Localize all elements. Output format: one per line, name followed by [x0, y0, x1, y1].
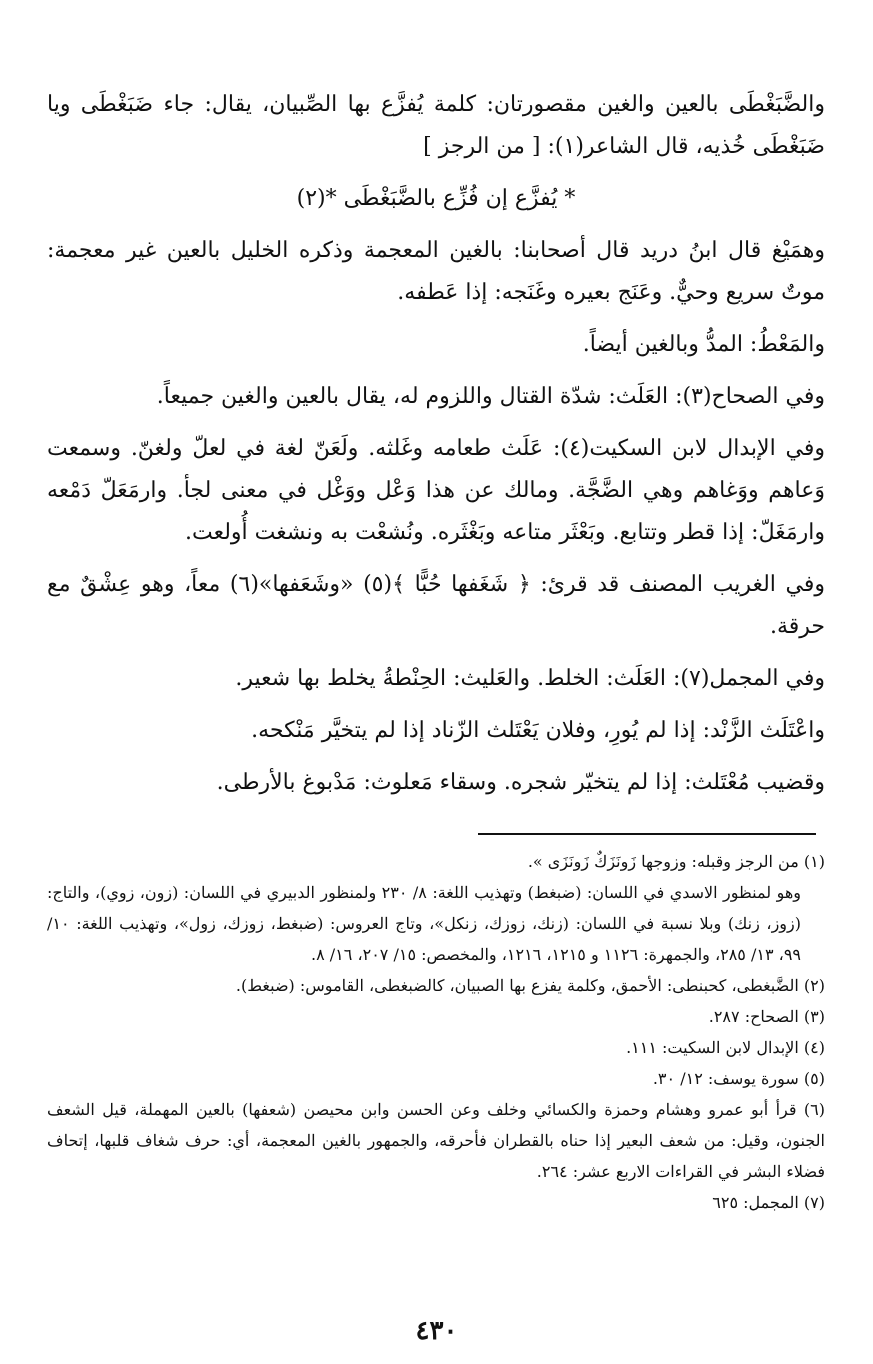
footnote-1-continuation: وهو لمنظور الاسدي في اللسان: (ضبغط) وتهذيب اللغة: ٨/ ٢٣٠ ولمنظور الدبيري في اللسان: (زون، زوي)، والتاج: (زوز، زنك) وبلا نسبة في اللسان: (زنك، زوزك، زنكل»، وتاج العروس: (ضبغط، زوزك، زول»، وتهذيب اللغة: ١٠/ ٩٩، ١٣/ ٢٨٥، والجمهرة: ١١٢٦ و ١٢١٥، ١٢١٦، والمخصص: ١٥/ ٢٠٧، ١٦/ ٨.	[47, 883, 801, 964]
footnote-number: (٧)	[803, 1193, 825, 1212]
paragraph-sihah: وفي الصحاح(٣): العَلَث: شدّة القتال واللزوم له، يقال بالعين والغين جميعاً.	[156, 384, 825, 409]
verse-line: * يُفزَّع إن فُزِّع بالضَّبَغْطَى *(٢)	[296, 186, 576, 211]
footnote-2	[47, 970, 825, 1001]
footnote-1	[47, 846, 825, 877]
footnote-text: الصحاح: ٢٨٧.	[708, 1007, 799, 1026]
footnote-number: (٣)	[803, 1007, 825, 1026]
paragraph-zand: واعْتَلَث الزَّنْد: إذا لم يُورِ، وفلان يَعْتَلث الزّناد إذا لم يتخيَّر مَنْكحه.	[251, 718, 825, 743]
footnote-5	[47, 1063, 825, 1094]
paragraph-mujmal: وفي المجمل(٧): العَلَث: الخلط. والعَليث: الحِنْطةُ يخلط بها شعير.	[235, 666, 825, 691]
footnote-7	[47, 1187, 825, 1218]
footnote-number: (٦)	[803, 1100, 825, 1119]
footnote-separator	[478, 833, 816, 835]
footnote-4	[47, 1032, 825, 1063]
footnote-3	[47, 1001, 825, 1032]
paragraph-maat: والمَعْطُ: المدُّ وبالغين أيضاً.	[582, 332, 825, 357]
footnote-number: (٤)	[803, 1038, 825, 1057]
paragraph-qadib: وقضيب مُعْتَلث: إذا لم يتخيّر شجره. وسقاء مَعلوث: مَدْبوغ بالأرطى.	[216, 770, 825, 795]
footnote-text: المجمل: ٦٢٥	[712, 1193, 799, 1212]
footnote-text: من الرجز وقبله: وزوجها زَونَزَكٌ زَونَزَى ».	[527, 852, 799, 871]
footnotes	[47, 846, 825, 1218]
footnote-number: (٥)	[803, 1069, 825, 1088]
footnote-text: الضَّبغطى، كحبنطى: الأحمق، وكلمة يفزع بها الصبيان، كالضبغطى، القاموس: (ضبغط).	[235, 976, 799, 995]
footnote-text: قرأ أبو عمرو وهشام وحمزة والكسائي وخلف وعن الحسن وابن محيصن (شعفها) بالعين المهملة، قيل الشعف الجنون، وقيل: من شعف البعير إذا حناه بالقطران فأحرقه، والجمهور بالغين المعجمة، أي: حرف شغاف قلبها، إتحاف فضلاء البشر في القراءات الاربع عشر: ٢٦٤.	[47, 1100, 825, 1181]
footnote-number: (١)	[803, 852, 825, 871]
page-number: ٤٣٠	[415, 1316, 458, 1346]
footnote-6	[47, 1094, 825, 1187]
footnote-number: (٢)	[803, 976, 825, 995]
paragraph-gharib: وفي الغريب المصنف قد قرئ: ﴿ شَغَفها حُبًّا ﴾(٥) «وشَعَفها»(٦) معاً، وهو عِشْقٌ مع حرقة.	[47, 572, 825, 639]
paragraph-hamigh: وهمَيْغ قال ابنُ دريد قال أصحابنا: بالغين المعجمة وذكره الخليل بالعين غير معجمة: موتٌ سريع وحيٌّ. وعَنَج بعيره وغَنَجه: إذا عَطفه.	[47, 238, 825, 305]
paragraph-dabaghta: والضَّبَغْطَى بالعين والغين مقصورتان: كلمة يُفزَّع بها الصِّبيان، يقال: جاء ضَبَغْطَى ويا ضَبَغْطَى خُذيه، قال الشاعر(١): [ من الرجز ]	[47, 92, 825, 159]
main-text	[47, 84, 825, 814]
footnote-text: سورة يوسف: ١٢/ ٣٠.	[652, 1069, 799, 1088]
footnote-text: الإبدال لابن السكيت: ١١١.	[626, 1038, 799, 1057]
paragraph-ibdal: وفي الإبدال لابن السكيت(٤): عَلَث طعامه وغَلثه. ولَعَنّ لغة في لعلّ ولغنّ. وسمعت وَعاهم ووَغاهم وهي الضَّجَّة. ومالك عن هذا وَعْل ووَغْل في معنى لجأ. وارمَعَلّ دَمْعه وارمَغَلّ: إذا قطر وتتابع. وبَعْثَر متاعه وبَغْثَره. ونُشعْت به ونشغت أُولعت.	[47, 436, 826, 545]
